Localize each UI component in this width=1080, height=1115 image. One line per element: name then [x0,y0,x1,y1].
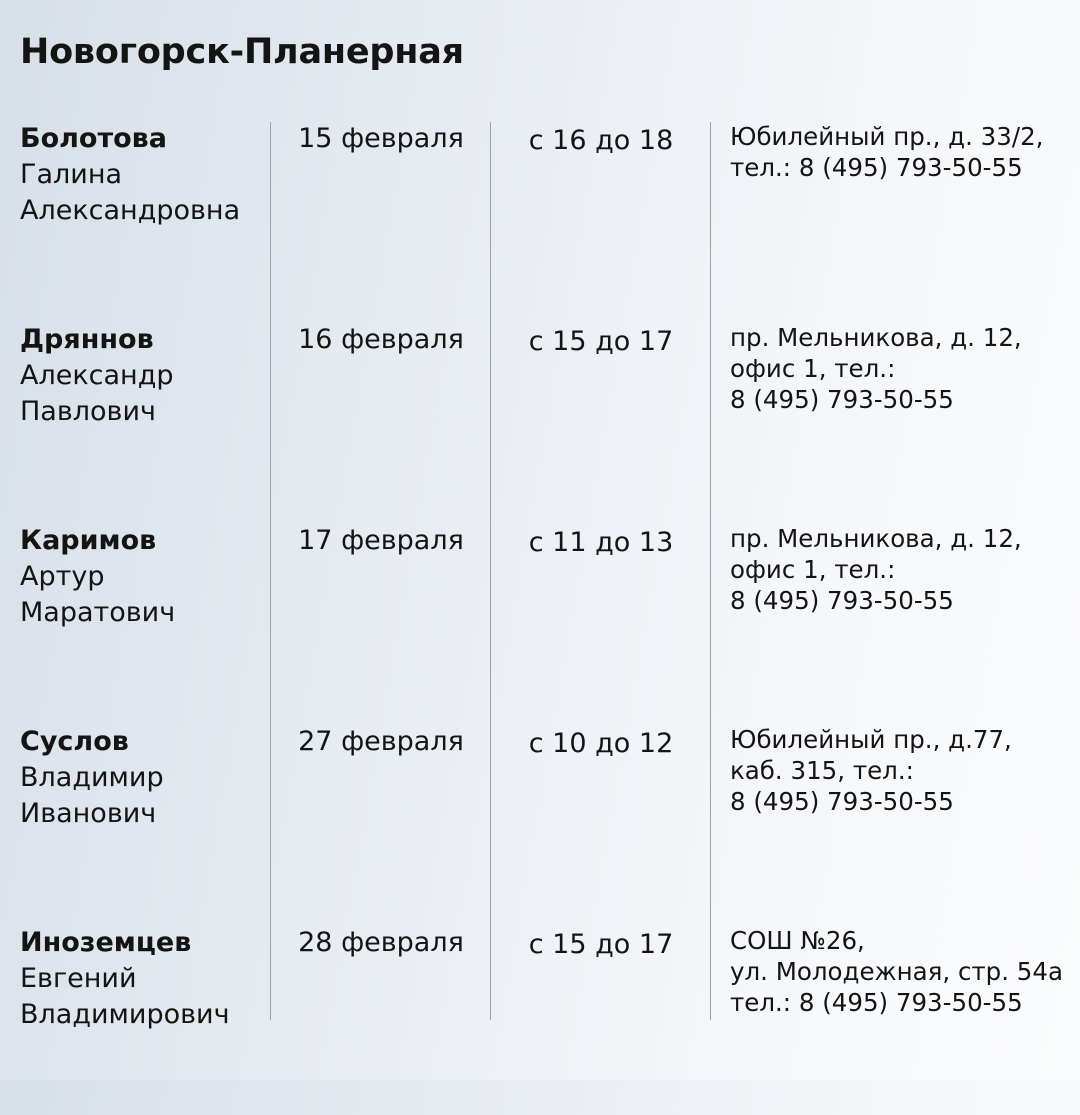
surname: Каримов [20,525,157,556]
patronymic: Владимирович [20,999,230,1030]
first-name: Галина [20,159,123,190]
address-line: 8 (495) 793-50-55 [730,385,954,414]
reception-time: с 11 до 13 [528,527,674,558]
reception-date: 16 февраля [298,324,464,355]
reception-date: 17 февраля [298,525,464,556]
person-name [20,322,265,430]
address-line: 8 (495) 793-50-55 [730,787,954,816]
address-line: ул. Молодежная, стр. 54а [730,957,1063,986]
address-line: 8 (495) 793-50-55 [730,586,954,615]
schedule-row [0,724,1080,914]
address-line: Юбилейный пр., д. 33/2, [730,122,1044,151]
reception-address [730,925,1075,1018]
reception-address [730,523,1075,616]
first-name: Владимир [20,762,164,793]
schedule-row [0,322,1080,512]
surname: Болотова [20,123,167,154]
schedule-row [0,523,1080,713]
address-line: Юбилейный пр., д.77, [730,725,1012,754]
address-line: СОШ №26, [730,926,865,955]
address-line: офис 1, тел.: [730,354,896,383]
reception-date: 28 февраля [298,927,464,958]
person-name [20,724,265,832]
surname: Суслов [20,726,129,757]
first-name: Евгений [20,963,137,994]
reception-date: 15 февраля [298,123,464,154]
first-name: Александр [20,360,174,391]
patronymic: Павлович [20,396,156,427]
person-name [20,925,265,1033]
address-line: пр. Мельникова, д. 12, [730,323,1022,352]
patronymic: Маратович [20,597,176,628]
reception-date: 27 февраля [298,726,464,757]
surname: Дряннов [20,324,154,355]
person-name [20,121,265,229]
address-line: тел.: 8 (495) 793-50-55 [730,153,1023,182]
reception-time: с 15 до 17 [528,929,674,960]
schedule-row [0,925,1080,1115]
address-line: тел.: 8 (495) 793-50-55 [730,988,1023,1017]
reception-time: с 16 до 18 [528,125,674,156]
reception-address [730,724,1075,817]
address-line: пр. Мельникова, д. 12, [730,524,1022,553]
person-name [20,523,265,631]
schedule-row [0,121,1080,311]
reception-time: с 15 до 17 [528,326,674,357]
reception-address [730,121,1075,183]
surname: Иноземцев [20,927,192,958]
patronymic: Иванович [20,798,157,829]
address-line: каб. 315, тел.: [730,756,914,785]
address-line: офис 1, тел.: [730,555,896,584]
page-title: Новогорск-Планерная [20,32,464,72]
patronymic: Александровна [20,195,241,226]
reception-time: с 10 до 12 [528,728,674,759]
reception-address [730,322,1075,415]
first-name: Артур [20,561,105,592]
